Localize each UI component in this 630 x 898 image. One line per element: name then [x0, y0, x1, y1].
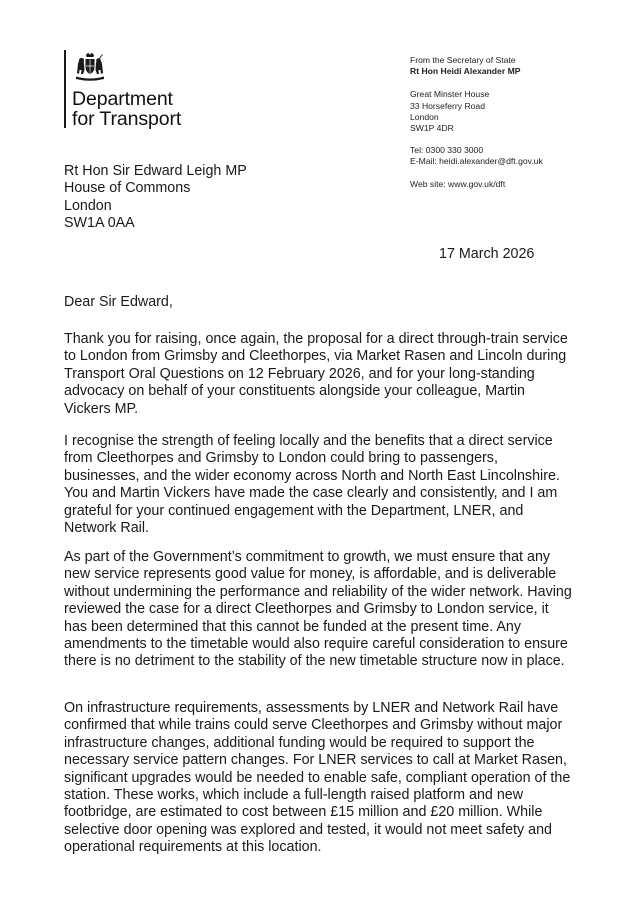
- paragraph-text: On infrastructure requirements, assessments by LNER and Network Rail have confirmed that while trains could serve Cleethorpes and Grimsby without major infrastructure changes, additional funding would be required to support the necessary service pattern changes. For LNER services to call at Market Rasen, significant upgrades would be needed to enable safe, compliant operation of the station. These works, which include a full-length raised platform and new footbridge, are estimated to cost between £15 million and £20 million. While selective door opening was explored and tested, it would not meet safety and operational requirements at this location.: [64, 700, 571, 856]
- logo-divider-bar: [64, 50, 66, 128]
- sender-address-line: London: [410, 111, 439, 122]
- recipient-address-line: SW1A 0AA: [64, 214, 135, 231]
- recipient-name: Rt Hon Sir Edward Leigh MP: [64, 163, 247, 179]
- sender-address-line: 33 Horseferry Road: [410, 100, 485, 111]
- sender-address-line: Great Minster House: [410, 89, 490, 100]
- letter-date: 17 March 2026: [439, 246, 535, 262]
- sender-from-line: From the Secretary of State: [410, 55, 516, 65]
- sender-address-line: SW1P 4DR: [410, 123, 454, 134]
- salutation: Dear Sir Edward,: [64, 294, 173, 310]
- body-paragraph: [64, 700, 574, 857]
- sender-block: [410, 55, 543, 190]
- paragraph-text: Thank you for raising, once again, the proposal for a direct through-train service to London from Grimsby and Cleethorpes, via Market Rasen and Lincoln during Transport Oral Questions on 12 February 2026, and for your long-standing advocacy on behalf of your constituents alongside your colleague, Martin Vickers MP.: [64, 331, 568, 417]
- paragraph-text: I recognise the strength of feeling locally and the benefits that a direct service from Cleethorpes and Grimsby to London could bring to passengers, businesses, and the wider economy across North and North East Lincolnshire. You and Martin Vickers have made the case clearly and consistently, and I am grateful for your continued engagement with the Department, LNER, and Network Rail.: [64, 433, 560, 537]
- sender-telephone: Tel: 0300 330 3000: [410, 145, 484, 156]
- sender-website: Web site: www.gov.uk/dft: [410, 178, 506, 189]
- department-name-line-1: Department: [72, 88, 173, 110]
- paragraph-text: As part of the Government’s commitment to growth, we must ensure that any new service represents good value for money, is affordable, and is deliverable without undermining the performance and reliability of the wider network. Having reviewed the case for a direct Cleethorpes and Grimsby to London service, it has been determined that this cannot be funded at the present time. Any amendments to the timetable would also require careful consideration to ensure there is no detriment to the stability of the new timetable structure now in place.: [64, 549, 572, 670]
- recipient-address-line: House of Commons: [64, 180, 191, 197]
- royal-coat-of-arms-icon: [73, 52, 107, 82]
- recipient-block: [64, 163, 247, 232]
- sender-name: Rt Hon Heidi Alexander MP: [410, 66, 521, 77]
- body-paragraph: [64, 331, 574, 418]
- department-name-line-2: for Transport: [72, 108, 182, 130]
- sender-email: E-Mail: heidi.alexander@dft.gov.uk: [410, 156, 543, 167]
- body-paragraph: [64, 549, 574, 671]
- body-paragraph: [64, 433, 574, 537]
- recipient-address-line: London: [64, 197, 112, 214]
